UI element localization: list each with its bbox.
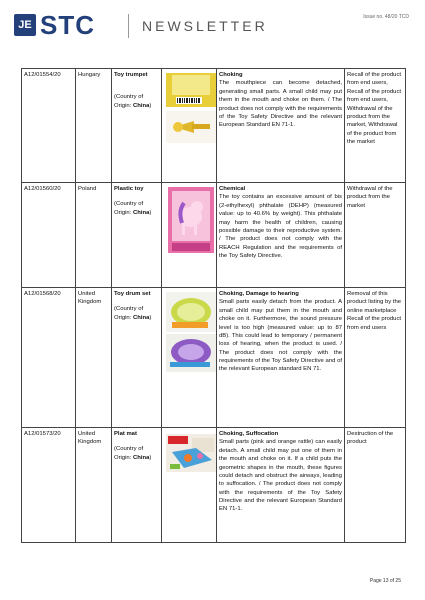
recall-table <box>21 68 406 543</box>
product-image-cell <box>162 69 217 183</box>
origin-country: China <box>133 102 150 109</box>
play-mat-photo <box>164 430 214 474</box>
product-image-cell <box>162 288 217 428</box>
origin-country: China <box>133 209 150 216</box>
origin-close: ) <box>149 454 152 461</box>
stc-logo-mark <box>14 14 36 36</box>
origin-country: China <box>133 314 150 321</box>
origin <box>114 445 159 462</box>
risk-description: The mouthpiece can become detached, generating small parts. A small child may put them in the mouth and choke on them. / The product does not comply with the requirements of the Toy Safety Directive and the relevant European Standard EN 71-1. <box>219 80 342 129</box>
origin <box>114 200 159 217</box>
product-image-cell <box>162 183 217 288</box>
risk-type: Chemical <box>219 186 246 192</box>
origin-country: China <box>133 454 150 461</box>
product-image-cell <box>162 428 217 543</box>
table-row <box>22 288 406 428</box>
toy-trumpet-photo <box>164 71 214 145</box>
newsletter-title: NEWSLETTER <box>142 18 268 34</box>
origin-close: ) <box>149 314 152 321</box>
table-row <box>22 428 406 543</box>
product-name: Plat mat <box>114 431 137 437</box>
notifying-country: United Kingdom <box>76 288 112 428</box>
notifying-country: Poland <box>76 183 112 288</box>
newsletter-header <box>0 0 425 50</box>
measures-taken: Withdrawal of the product from the market <box>345 183 406 288</box>
pony-toy-photo <box>164 185 214 255</box>
ref-number: A12/01560/20 <box>22 183 76 288</box>
risk-type: Choking, Suffocation <box>219 431 279 437</box>
risk-cell <box>217 69 345 183</box>
issue-number: Issue no. 48/20 TCD <box>363 14 409 20</box>
page-number: Page 13 of 25 <box>369 578 401 584</box>
risk-description: Small parts easily detach from the product. A small child may put them in the mouth and choke on it. Furthermore, the sound pressure level is too high (measured value: up to 87 dB). This could lead to temporary / permanent loss of hearing, when the product is used. / The product does not comply with the requirements of the Toy Safety Directive and of the relevant European standard EN 71. <box>219 299 342 373</box>
ref-number: A12/01573/20 <box>22 428 76 543</box>
product-cell <box>112 428 162 543</box>
product-name: Toy drum set <box>114 291 151 297</box>
ref-number: A12/01554/20 <box>22 69 76 183</box>
header-divider <box>128 14 129 38</box>
risk-cell <box>217 183 345 288</box>
origin <box>114 305 159 322</box>
risk-type: Choking, Damage to hearing <box>219 291 299 297</box>
product-name: Toy trumpet <box>114 72 148 78</box>
risk-type: Choking <box>219 72 243 78</box>
measures-taken: Destruction of the product <box>345 428 406 543</box>
notifying-country: United Kingdom <box>76 428 112 543</box>
origin-label: (Country of Origin: <box>114 446 144 461</box>
origin-label: (Country of Origin: <box>114 306 144 321</box>
origin-label: (Country of Origin: <box>114 94 144 109</box>
drum-set-photo <box>164 290 214 374</box>
measures-taken: Recall of the product from end users, Recall of the product from end users, Withdrawal of the product from the market, Withdrawal of the product from the market <box>345 69 406 183</box>
table-row <box>22 183 406 288</box>
table-row <box>22 69 406 183</box>
product-name: Plastic toy <box>114 186 144 192</box>
origin-label: (Country of Origin: <box>114 201 144 216</box>
risk-description: The toy contains an excessive amount of bis (2-ethylhexyl) phthalate (DEHP) (measured value: up to 40.6% by weight). This phthalate may harm the health of children, causing possible damage to their reproductive system. / The product does not comply with the REACH Regulation and the requirements of the Toy Safety Directive. <box>219 194 342 259</box>
product-cell <box>112 183 162 288</box>
brand-name: STC <box>40 10 95 40</box>
product-cell <box>112 288 162 428</box>
origin <box>114 93 159 110</box>
risk-cell <box>217 428 345 543</box>
origin-close: ) <box>149 209 152 216</box>
ref-number: A12/01568/20 <box>22 288 76 428</box>
product-cell <box>112 69 162 183</box>
notifying-country: Hungary <box>76 69 112 183</box>
logo-glyph: JE <box>18 19 32 31</box>
origin-close: ) <box>149 102 152 109</box>
risk-cell <box>217 288 345 428</box>
measures-taken: Removal of this product listing by the online marketplace Recall of the product from end users <box>345 288 406 428</box>
risk-description: Small parts (pink and orange rattle) can easily detach. A small child may put one of them in the mouth and choke on it. If a child puts the geometric shapes in the mouth, these figures could detach and obstruct the airways, leading to suffocation. / The product does not comply with the requirements of the Toy Safety Directive and the relevant European Standard EN 71-1. <box>219 439 342 513</box>
